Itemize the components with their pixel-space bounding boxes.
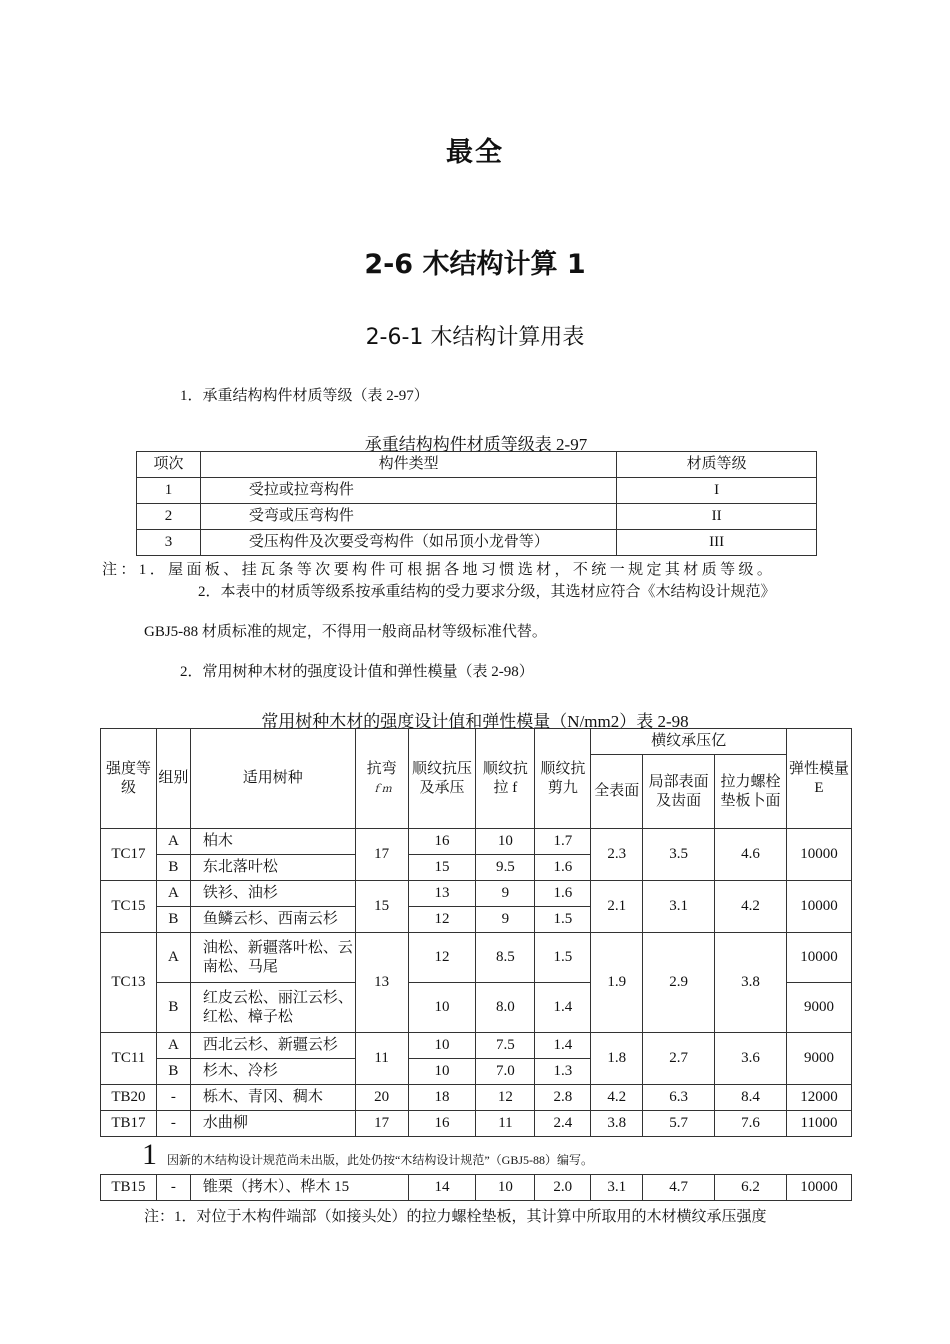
cell-species: 水曲柳 [190, 1111, 355, 1137]
cell-bending: 13 [355, 933, 408, 1033]
table-cell: 3 [137, 530, 201, 556]
section-title: 2-6 木结构计算 1 [364, 249, 586, 280]
cell-bending: 17 [355, 829, 408, 881]
cell-tens: 9.5 [476, 855, 535, 881]
cell-grade: TC15 [101, 881, 157, 933]
cell-comp: 10 [408, 1033, 476, 1059]
cell-bending: 15 [355, 881, 408, 933]
cell-cross-local: 2.9 [643, 933, 715, 1033]
table-row [101, 933, 852, 983]
cell-shear: 1.6 [535, 881, 591, 907]
table-cell: 受压构件及次要受弯构件（如吊顶小龙骨等） [200, 530, 616, 556]
cell-shear: 1.4 [535, 1033, 591, 1059]
cell-cross-bolt: 8.4 [715, 1085, 787, 1111]
cell-modulus: 12000 [787, 1085, 852, 1111]
cell-grade: TC13 [101, 933, 157, 1033]
header-shear: 顺纹抗剪九 [535, 729, 591, 829]
table-row [137, 530, 817, 556]
note-97-2: 2．本表中的材质等级系按承重结构的受力要求分级，其选材应符合《木结构设计规范》 [198, 584, 776, 600]
header-group: 组别 [156, 729, 190, 829]
header-bending [355, 729, 408, 829]
table-98-continued [100, 1174, 852, 1201]
item-1-heading: 1．承重结构构件材质等级（表 2-97） [180, 388, 429, 404]
cell-tens: 8.5 [476, 933, 535, 983]
header-tension: 顺纹抗拉 f [476, 729, 535, 829]
header-compression: 顺纹抗压及承压 [408, 729, 476, 829]
table-98-caption: 常用树种木材的强度设计值和弹性模量（N/mm2）表 2-98 [261, 712, 689, 731]
cell-modulus: 10000 [786, 1175, 851, 1201]
cell-tens: 9 [476, 907, 535, 933]
table-row [101, 1085, 852, 1111]
cell-species: 东北落叶松 [190, 855, 355, 881]
table-cell: 1 [137, 478, 201, 504]
table-row [101, 1033, 852, 1059]
cell-cross-full: 3.8 [591, 1111, 643, 1137]
header-cross-local: 局部表面及齿面 [643, 755, 715, 829]
item-2-heading: 2．常用树种木材的强度设计值和弹性模量（表 2-98） [180, 664, 534, 680]
cell-shear: 1.5 [535, 907, 591, 933]
table-98 [100, 728, 852, 1137]
header-cross-full: 全表面 [591, 755, 643, 829]
cell-comp: 14 [408, 1175, 476, 1201]
cell-group: - [156, 1175, 190, 1201]
cell-bending: 17 [355, 1111, 408, 1137]
header-modulus: 弹性模量 E [787, 729, 852, 829]
table-row [101, 1175, 852, 1201]
cell-cross-bolt: 3.6 [715, 1033, 787, 1085]
cell-shear: 2.8 [535, 1085, 591, 1111]
cell-cross-full: 1.8 [591, 1033, 643, 1085]
cell-group: A [156, 881, 190, 907]
cell-cross-full: 1.9 [591, 933, 643, 1033]
cell-cross-bolt: 7.6 [715, 1111, 787, 1137]
note-97-3: GBJ5-88 材质标准的规定，不得用一般商品材等级标准代替。 [144, 624, 547, 640]
table-cell: I [617, 478, 817, 504]
cell-group: - [156, 1085, 190, 1111]
header-species: 适用树种 [190, 729, 355, 829]
table-row [101, 829, 852, 855]
table-97-caption: 承重结构构件材质等级表 2-97 [364, 435, 588, 454]
cell-cross-full: 4.2 [591, 1085, 643, 1111]
cell-tens: 8.0 [476, 983, 535, 1033]
cell-group: A [156, 1033, 190, 1059]
cell-cross-bolt: 6.2 [715, 1175, 787, 1201]
cell-species: 油松、新疆落叶松、云南松、马尾 [190, 933, 355, 983]
cell-shear: 1.3 [535, 1059, 591, 1085]
cell-comp: 15 [408, 855, 476, 881]
table-cell: III [617, 530, 817, 556]
cell-species: 栎木、青冈、稠木 [190, 1085, 355, 1111]
cell-shear: 1.7 [535, 829, 591, 855]
header-cell: 材质等级 [617, 452, 817, 478]
cell-species: 鱼鳞云杉、西南云杉 [190, 907, 355, 933]
cell-tens: 10 [476, 829, 535, 855]
note-98-1: 注：1．对位于木构件端部（如接头处）的拉力螺栓垫板，其计算中所取用的木材横纹承压强度 [144, 1209, 767, 1225]
table-cell: 受拉或拉弯构件 [200, 478, 616, 504]
header-cell: 项次 [137, 452, 201, 478]
document-title: 最全 [446, 137, 504, 168]
header-bending-label: 抗弯 [366, 760, 397, 777]
cell-group: B [156, 907, 190, 933]
cell-group: A [156, 933, 190, 983]
cell-cross-local: 3.1 [643, 881, 715, 933]
cell-tens: 12 [476, 1085, 535, 1111]
cell-modulus: 10000 [787, 933, 852, 983]
section-subtitle: 2-6-1 木结构计算用表 [365, 325, 585, 350]
cell-tens: 9 [476, 881, 535, 907]
cell-grade: TB17 [101, 1111, 157, 1137]
cell-shear: 1.4 [535, 983, 591, 1033]
cell-species: 杉木、冷杉 [190, 1059, 355, 1085]
table-row [101, 1111, 852, 1137]
cell-comp: 12 [408, 933, 476, 983]
cell-shear: 2.0 [535, 1175, 591, 1201]
table-row [137, 504, 817, 530]
cell-species: 铁衫、油杉 [190, 881, 355, 907]
cell-modulus: 11000 [787, 1111, 852, 1137]
cell-comp: 18 [408, 1085, 476, 1111]
cell-cross-local: 4.7 [643, 1175, 715, 1201]
cell-cross-full: 2.3 [591, 829, 643, 881]
cell-shear: 1.6 [535, 855, 591, 881]
cell-modulus: 10000 [787, 881, 852, 933]
cell-group: B [156, 983, 190, 1033]
table-cell: 2 [137, 504, 201, 530]
table-header-row [137, 452, 817, 478]
footnote-text: 因新的木结构设计规范尚未出版，此处仍按“木结构设计规范”（GBJ5-88）编写。 [167, 1153, 593, 1167]
cell-species: 柏木 [190, 829, 355, 855]
cell-group: B [156, 1059, 190, 1085]
header-cross-bolt: 拉力螺栓垫板卜面 [715, 755, 787, 829]
cell-grade: TC11 [101, 1033, 157, 1085]
cell-shear: 2.4 [535, 1111, 591, 1137]
header-cross-grain: 横纹承压亿 [591, 729, 787, 755]
cell-cross-full: 2.1 [591, 881, 643, 933]
cell-group: A [156, 829, 190, 855]
cell-grade: TB15 [101, 1175, 157, 1201]
cell-comp: 16 [408, 1111, 476, 1137]
cell-cross-full: 3.1 [591, 1175, 643, 1201]
header-grade: 强度等级 [101, 729, 157, 829]
cell-species: 红皮云松、丽江云杉、红松、樟子松 [190, 983, 355, 1033]
cell-cross-local: 3.5 [643, 829, 715, 881]
cell-bending: 11 [355, 1033, 408, 1085]
table-row [101, 881, 852, 907]
header-cell: 构件类型 [200, 452, 616, 478]
table-header-row [101, 729, 852, 755]
note-97-1: 注：1．屋面板、挂瓦条等次要构件可根据各地习惯选材，不统一规定其材质等级。 [102, 562, 776, 578]
cell-comp: 10 [408, 983, 476, 1033]
cell-tens: 10 [476, 1175, 535, 1201]
table-97 [136, 451, 817, 556]
cell-bending: 20 [355, 1085, 408, 1111]
cell-comp: 16 [408, 829, 476, 855]
cell-tens: 7.5 [476, 1033, 535, 1059]
cell-modulus: 10000 [787, 829, 852, 881]
cell-modulus: 9000 [787, 983, 852, 1033]
cell-comp: 12 [408, 907, 476, 933]
cell-cross-bolt: 4.2 [715, 881, 787, 933]
cell-cross-bolt: 4.6 [715, 829, 787, 881]
cell-cross-local: 6.3 [643, 1085, 715, 1111]
cell-cross-local: 2.7 [643, 1033, 715, 1085]
cell-modulus: 9000 [787, 1033, 852, 1085]
cell-shear: 1.5 [535, 933, 591, 983]
cell-comp: 13 [408, 881, 476, 907]
cell-grade: TB20 [101, 1085, 157, 1111]
cell-cross-local: 5.7 [643, 1111, 715, 1137]
table-row [137, 478, 817, 504]
table-cell: II [617, 504, 817, 530]
cell-species: 锥栗（拷木）、桦木 15 [190, 1175, 408, 1201]
cell-species: 西北云杉、新疆云杉 [190, 1033, 355, 1059]
table-cell: 受弯或压弯构件 [200, 504, 616, 530]
cell-tens: 7.0 [476, 1059, 535, 1085]
cell-group: - [156, 1111, 190, 1137]
header-bending-symbol: ｆｍ [371, 783, 392, 795]
cell-comp: 10 [408, 1059, 476, 1085]
footnote [142, 1138, 593, 1172]
footnote-mark: 1 [142, 1138, 157, 1171]
cell-tens: 11 [476, 1111, 535, 1137]
cell-grade: TC17 [101, 829, 157, 881]
cell-group: B [156, 855, 190, 881]
cell-cross-bolt: 3.8 [715, 933, 787, 1033]
